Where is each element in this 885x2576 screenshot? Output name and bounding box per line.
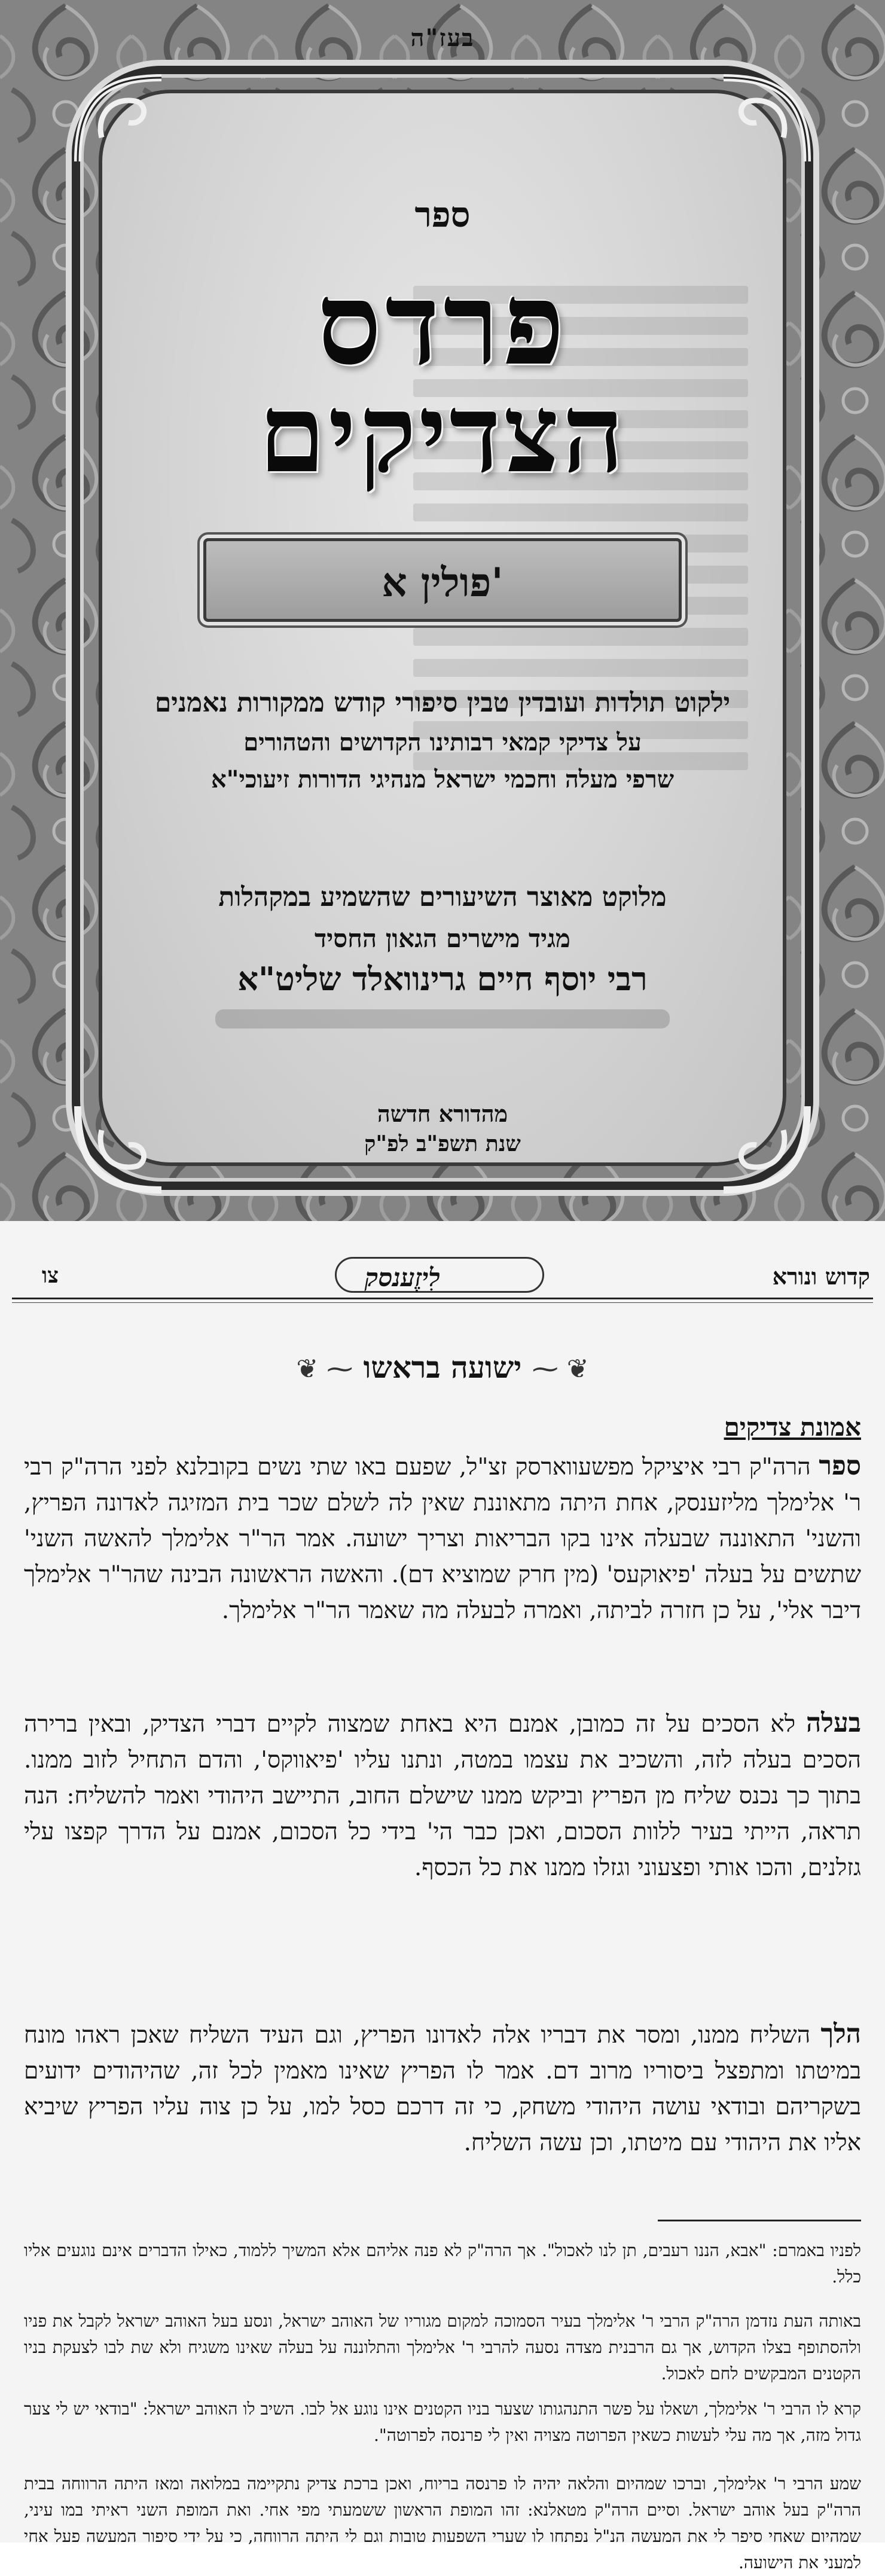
faded-subline: [215, 1009, 670, 1028]
ornament-icon: ⁓ ❦: [532, 1354, 589, 1384]
book-title-line-2: הצדיקים: [258, 371, 627, 497]
volume-label: פולין א': [382, 559, 503, 606]
section-subheading: אמונת צדיקים: [724, 1412, 861, 1442]
header-rule: [12, 1298, 873, 1299]
chapter-heading: [0, 1350, 885, 1385]
description-line: על צדיקי קמאי רבותינו הקדושים והטהורים: [243, 728, 642, 756]
running-header-center: לִיזֶענסק: [365, 1263, 441, 1292]
editor-line: מגיד מישרים הגאון החסיד: [315, 924, 570, 953]
footnote: קרא לו הרבי ר' אלימלך, ושאלו על פשר התנהגותו שצער בניו הקטנים אינו נוגע אל לבו. השיב לו האוהב ישראל: "בודאי יש לי צער גדול מזה, אך מה עלי לעשות כשאין הפרוטה מצויה ואין לי פרנסה לפרוטה".: [24, 2399, 861, 2445]
description-line: ילקוט תולדות ועובדין טבין סיפורי קודש ממקורות נאמנים: [154, 688, 731, 718]
sefer-label: ספר: [414, 194, 471, 235]
footnote: לפניו באמרם: "אבא, הננו רעבים, תן לנו לאכול". אך הרה"ק לא פנה אליהם אלא המשיך ללמוד, כאילו הדברים אינם נוגעים אליו כלל.: [24, 2241, 861, 2287]
paragraph-lead-word: הלך: [820, 2019, 861, 2049]
footnote-rule: [658, 2220, 861, 2221]
book-page: [0, 1221, 885, 2572]
paragraph-lead-word: בעלה: [806, 1708, 861, 1738]
description-line: שרפי מעלה וחכמי ישראל מנהיגי הדורות זיעוכי"א: [210, 765, 675, 793]
running-header-right: קדוש ונורא: [772, 1263, 870, 1290]
corner-flourish-icon: [712, 66, 819, 173]
paragraph-text: לא הסכים על זה כמובן, אמנם היא באחת שמצוה לקיים דברי הצדיק, ובאין ברירה הסכים בעלה לזה, והשכיב את עצמו במטה, ונתנו עליו 'פיאווקס', והדם התחיל לזוב ממנו. בתוך כך נכנס שליח מן הפריץ וביקש ממנו שישלם החוב, התיישב היהודי ואמר להשליח: הנה תראה, הייתי בעיר ללוות הסכום, ואכן כבר הי' בידי כל הסכום, אמנם על הדרך קפצו עלי גזלנים, והכו אותי ופצעוני וגזלו ממנו את כל הכסף.: [24, 1711, 861, 1881]
paragraph: [24, 1705, 861, 1886]
ornament-icon: ❦ ⁓: [296, 1354, 353, 1384]
paragraph-text: השליח ממנו, ומסר את דבריו אלה לאדונו הפריץ, וגם העיד השליח שאכן ראהו מונח במיטתו ומתפצל ביסוריו מרוב דם. אמר לו הפריץ שאינו מאמין לכל זה, שהיהודים ידועים בשקריהם ובודאי עושה היהודי משחק, כי זה דרכם כסל למו, על כן צוה עליו הפריץ שיביא אליו את היהודי עם מיטתו, וכן עשה השליח.: [24, 2022, 861, 2156]
paragraph: [24, 2016, 861, 2161]
footnote: שמע הרבי ר' אלימלך, וברכו שמהיום והלאה יהיה לו פרנסה בריוח, ואכן ברכת צדיק נתקיימה במלואה ומאז היתה הרווחה בבית הרה"ק בעל אוהב ישראל. וסיים הרה"ק מטאלנא: זהו המופת הראשון ששמעתי מפי אחי. ואת המופת השני ראיתי במו עיני, שמהיום שאחי סיפר לי את המעשה הנ"ל נפתחו לו שערי השפעות טובות וגם לי היתה הרווחה, כי על ידי סיפור המעשה פעל אחי למעני את הישועה.: [24, 2474, 861, 2572]
footnote: באותה העת נזדמן הרה"ק הרבי ר' אלימלך בעיר הסמוכה למקום מגוריו של האוהב ישראל, ונסע בעל האוהב ישראל לקבל את פניו ולהסתופף בצלו הקדוש, אך גם הרבנית מצדה נסעה להרבי ר' אלימלך והתלוננה על בעלה שאינו משגיח ולא שת לבו לצעקת בניו הקטנים המבקשים לחם לאכול.: [24, 2311, 861, 2383]
editor-line: מלוקט מאוצר השיעורים שהשמיע במקהלות: [218, 882, 667, 912]
paragraph: [24, 1448, 861, 1629]
book-title-line-1: פרדס: [316, 257, 569, 390]
volume-banner: [203, 538, 682, 622]
ornamental-frame-inner: [99, 90, 786, 1166]
page-number: צו: [42, 1263, 59, 1288]
book-cover: [0, 0, 885, 1221]
header-rule-thin: [12, 1302, 873, 1303]
bezrat-hashem-mark: בעז"ה: [410, 24, 475, 52]
chapter-title: ישועה בראשו: [363, 1350, 522, 1385]
editor-name: רבי יוסף חיים גרינוואלד שליט"א: [237, 960, 648, 998]
edition-year: שנת תשפ"ב לפ"ק: [364, 1131, 521, 1156]
paragraph-lead-word: ספר: [819, 1451, 861, 1481]
paragraph-text: הרה"ק רבי איציקל מפשעווארסק זצ"ל, שפעם באו שתי נשים בקובלנא לפני הרה"ק רבי ר' אלימלך מליזענסק, אחת היתה מתאוננת שאין לה לשלם שכר בית המזיגה לאדונה הפריץ, והשני' התאוננה שבעלה אינו בקו הבריאות וצריך ישועה. אמר הר"ר אלימלך להאשה השני' שתשים על בעלה 'פיאוקעס' (מין חרק שמוציא דם). והאשה הראשונה הבינה שהר"ר אלימלך דיבר אלי', על כן חזרה לביתה, ואמרה לבעלה מה שאמר הר"ר אלימלך.: [24, 1454, 861, 1624]
edition-line: מהדורא חדשה: [377, 1100, 508, 1127]
corner-flourish-icon: [66, 66, 173, 173]
